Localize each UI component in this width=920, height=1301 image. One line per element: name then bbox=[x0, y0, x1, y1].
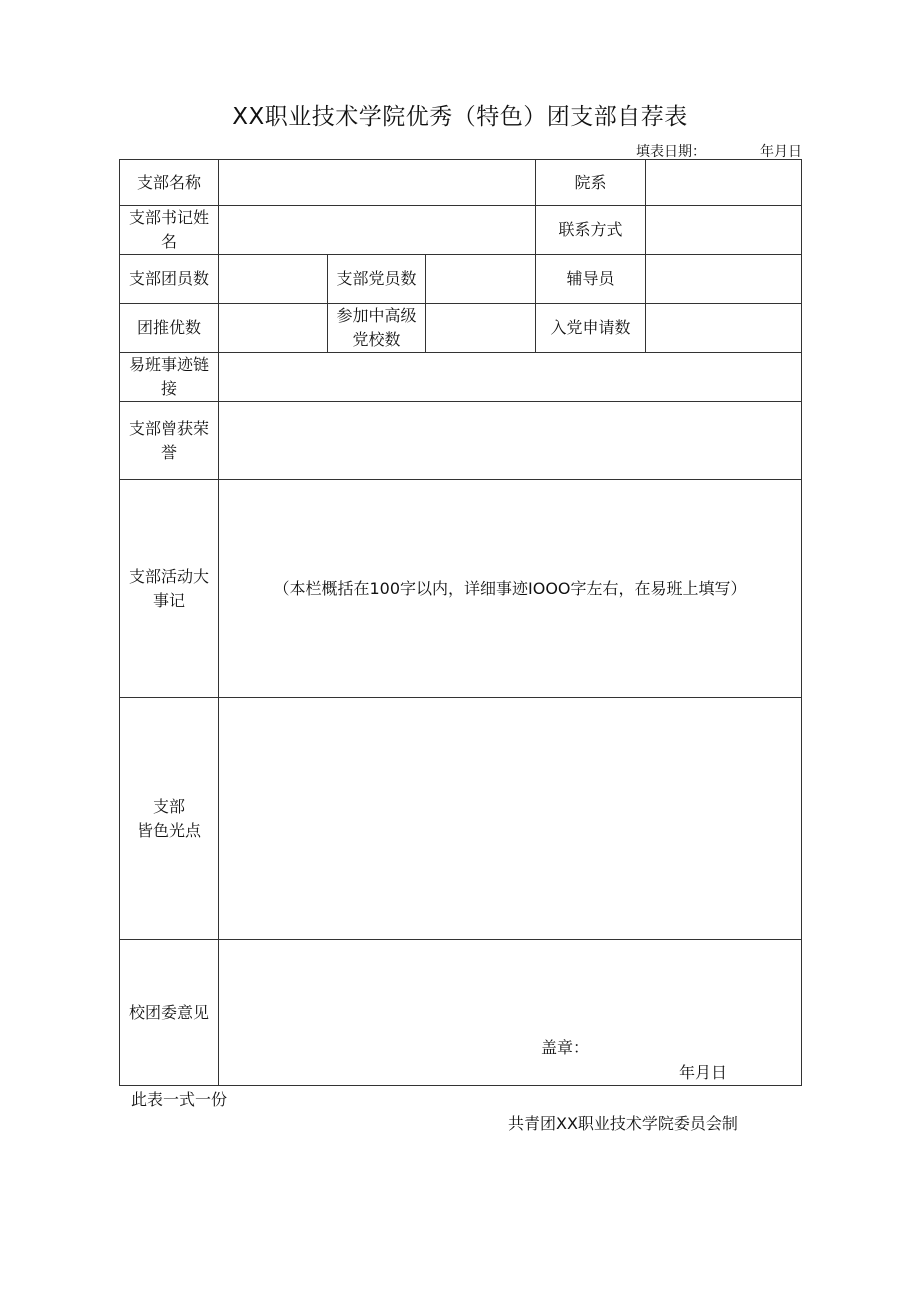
party-school-field[interactable] bbox=[426, 304, 536, 353]
league-members-label: 支部团员数 bbox=[120, 255, 219, 304]
contact-field[interactable] bbox=[646, 206, 802, 255]
counselor-label: 辅导员 bbox=[536, 255, 646, 304]
party-school-label: 参加中高级党校数 bbox=[328, 304, 426, 353]
secretary-name-field[interactable] bbox=[219, 206, 536, 255]
department-field[interactable] bbox=[646, 160, 802, 206]
party-members-label: 支部党员数 bbox=[328, 255, 426, 304]
branch-name-label: 支部名称 bbox=[120, 160, 219, 206]
recommended-label: 团推优数 bbox=[120, 304, 219, 353]
contact-label: 联系方式 bbox=[536, 206, 646, 255]
secretary-name-label: 支部书记姓名 bbox=[120, 206, 219, 255]
events-note: （本栏概括在100字以内，详细事迹IOOO字左右，在易班上填写） bbox=[273, 578, 747, 598]
events-field[interactable] bbox=[219, 480, 802, 698]
opinion-label: 校团委意见 bbox=[120, 940, 219, 1086]
party-members-field[interactable] bbox=[426, 255, 536, 304]
events-label: 支部活动大事记 bbox=[120, 480, 219, 698]
fill-date-label: 填表日期： bbox=[636, 144, 706, 160]
honors-field[interactable] bbox=[219, 402, 802, 480]
fill-date bbox=[636, 141, 802, 161]
form-title: XX职业技术学院优秀（特色）团支部自荐表 bbox=[232, 104, 688, 130]
opinion-date-label: 年月日 bbox=[679, 1063, 728, 1082]
row-highlights bbox=[120, 698, 802, 940]
recommended-field[interactable] bbox=[219, 304, 328, 353]
row-yiban-link bbox=[120, 353, 802, 402]
row-recommendations bbox=[120, 304, 802, 353]
honors-label: 支部曾获荣誉 bbox=[120, 402, 219, 480]
recommendation-form-table bbox=[119, 159, 802, 1086]
seal-label: 盖章： bbox=[541, 1038, 590, 1057]
counselor-field[interactable] bbox=[646, 255, 802, 304]
highlights-field[interactable] bbox=[219, 698, 802, 940]
row-honors bbox=[120, 402, 802, 480]
highlights-label bbox=[120, 698, 219, 940]
footer-copies-note: 此表一式一份 bbox=[131, 1090, 228, 1109]
row-opinion bbox=[120, 940, 802, 1086]
row-member-counts bbox=[120, 255, 802, 304]
highlights-label-line2: 皆色光点 bbox=[136, 820, 201, 840]
branch-name-field[interactable] bbox=[219, 160, 536, 206]
fill-date-suffix: 年月日 bbox=[760, 144, 802, 160]
yiban-link-label: 易班事迹链接 bbox=[120, 353, 219, 402]
yiban-link-field[interactable] bbox=[219, 353, 802, 402]
row-branch-name bbox=[120, 160, 802, 206]
department-label: 院系 bbox=[536, 160, 646, 206]
footer-issuer: 共青团XX职业技术学院委员会制 bbox=[508, 1114, 738, 1133]
row-events bbox=[120, 480, 802, 698]
row-secretary bbox=[120, 206, 802, 255]
party-applications-label: 入党申请数 bbox=[536, 304, 646, 353]
opinion-field[interactable] bbox=[219, 940, 802, 1086]
party-applications-field[interactable] bbox=[646, 304, 802, 353]
league-members-field[interactable] bbox=[219, 255, 328, 304]
highlights-label-line1: 支部 bbox=[152, 796, 185, 816]
